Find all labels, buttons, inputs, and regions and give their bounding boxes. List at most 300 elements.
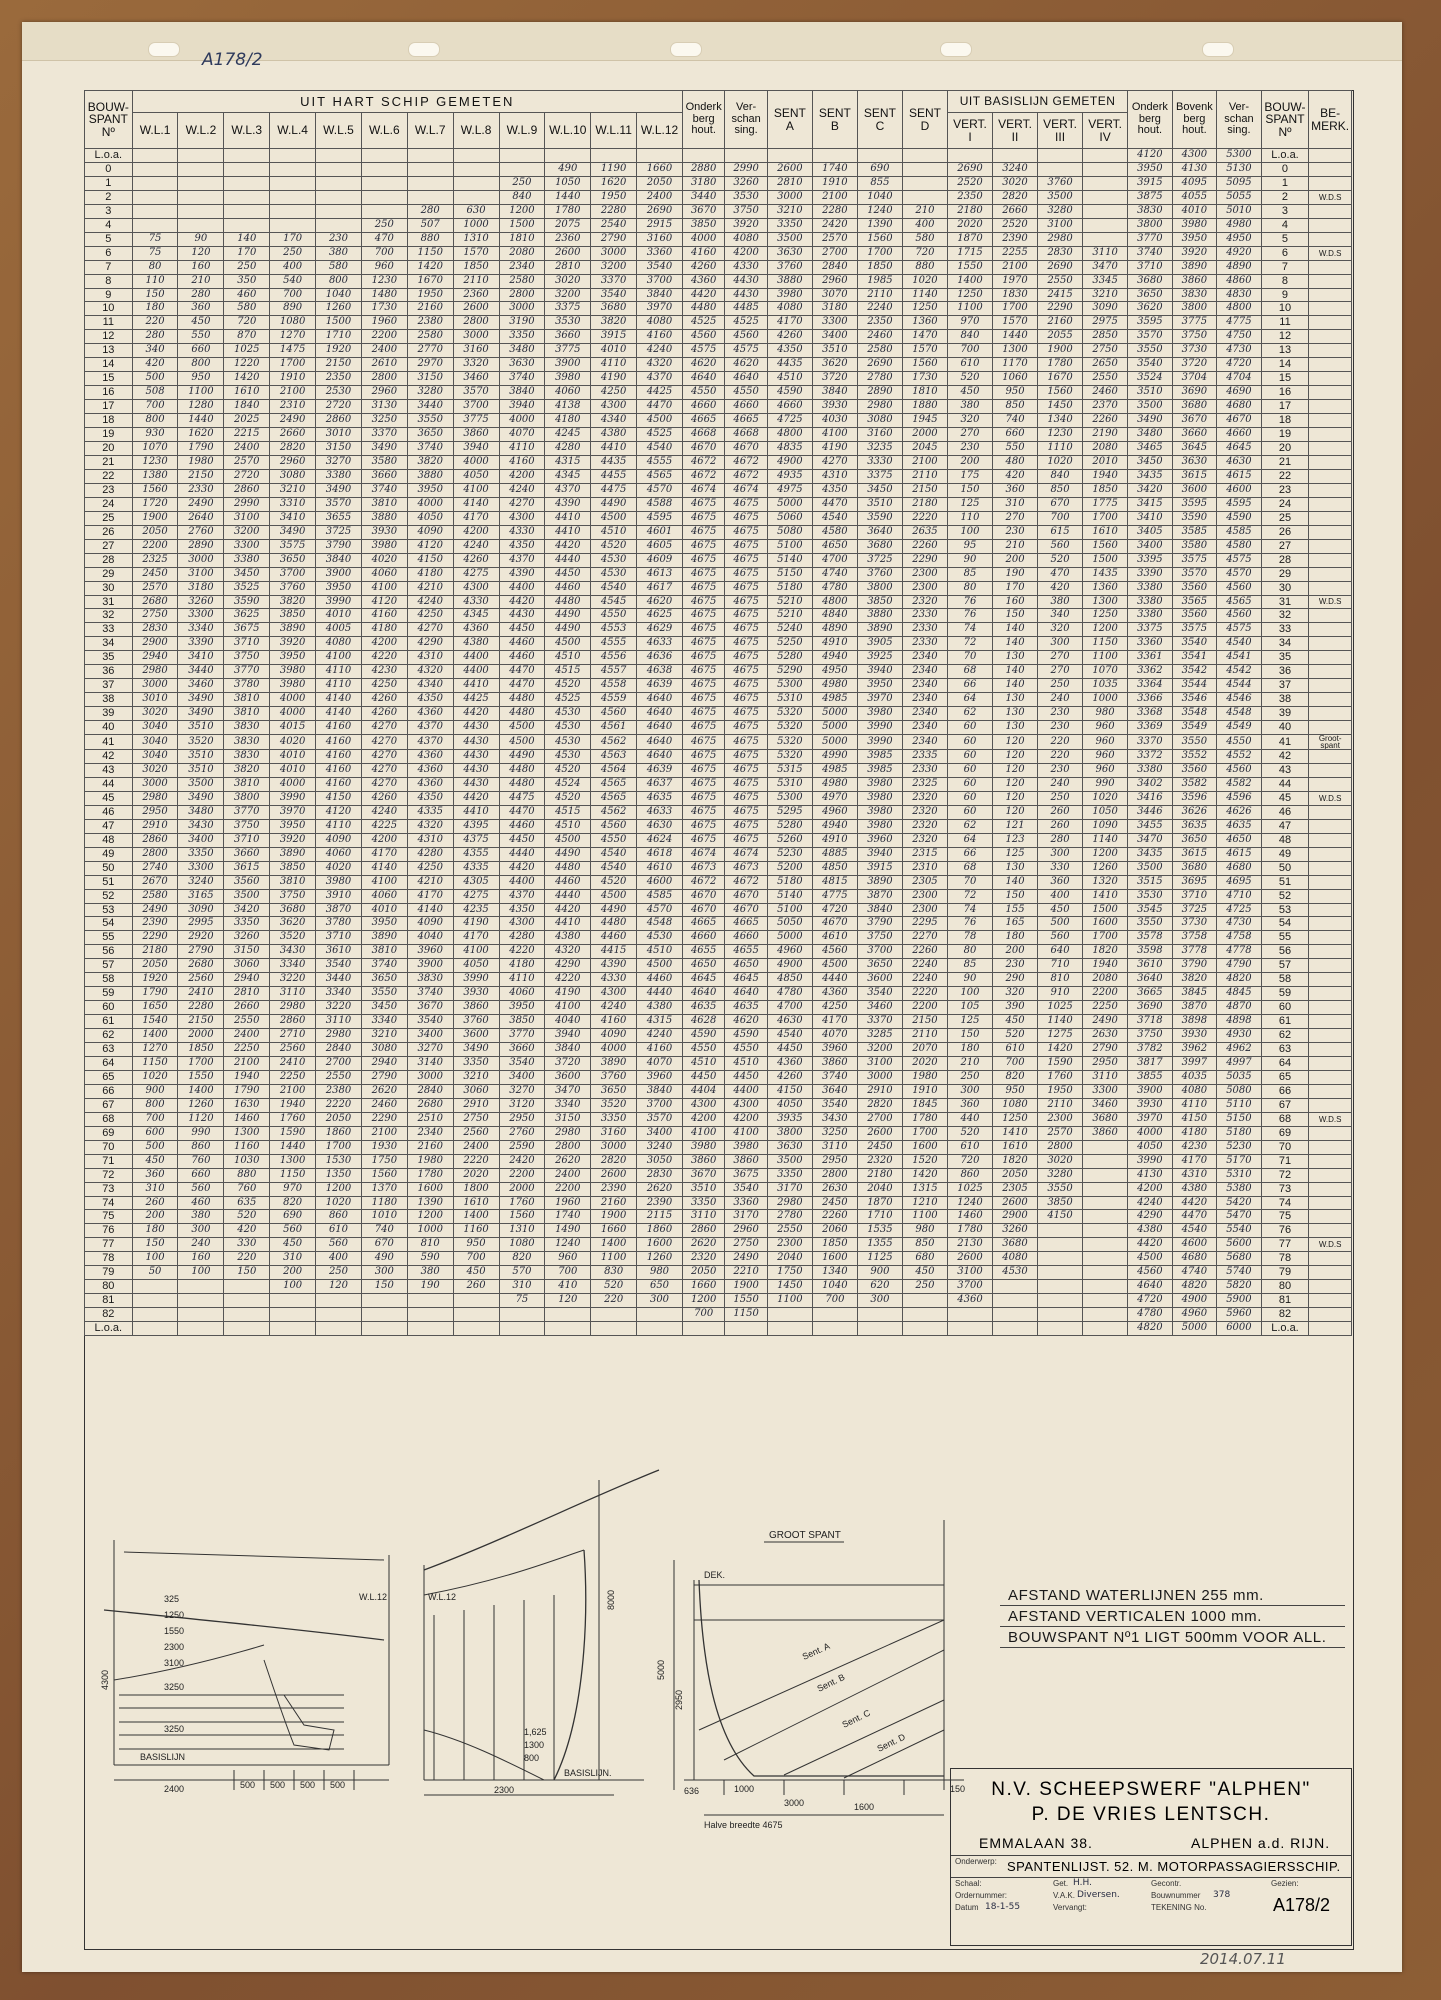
waterline-cell: 4040	[545, 1015, 591, 1029]
vert-cell: 1250	[993, 1112, 1038, 1126]
verschansing-cell-2: 4560	[1217, 581, 1262, 595]
onderkant-cell-2: 4240	[1128, 1196, 1173, 1210]
waterline-cell: 1670	[407, 274, 453, 288]
waterline-cell: 3900	[316, 567, 362, 581]
waterline-cell: 1750	[361, 1154, 407, 1168]
waterline-cell: 4420	[545, 539, 591, 553]
waterline-cell	[178, 1280, 224, 1294]
vert-cell: 76	[947, 609, 992, 623]
bouwspant-cell-2: 80	[1261, 1280, 1309, 1294]
waterline-cell: 820	[499, 1252, 545, 1266]
waterline-cell: 280	[407, 204, 453, 218]
waterline-cell: 4110	[499, 973, 545, 987]
waterline-cell: 210	[178, 274, 224, 288]
bouwnummer-label: Bouwnummer	[1151, 1891, 1201, 1900]
waterline-cell: 3000	[591, 246, 637, 260]
waterline-cell	[178, 162, 224, 176]
waterline-cell: 4100	[361, 875, 407, 889]
waterline-cell: 3400	[499, 1070, 545, 1084]
waterline-cell: 4620	[637, 595, 683, 609]
sent-cell: 3285	[857, 1029, 902, 1043]
waterline-cell: 4545	[591, 595, 637, 609]
onderkant-cell-2: 3970	[1128, 1112, 1173, 1126]
remark-cell	[1309, 1084, 1352, 1098]
remark-cell	[1309, 414, 1352, 428]
sent-cell: 3790	[857, 917, 902, 931]
dim-label-636: 636	[684, 1786, 700, 1796]
waterline-cell: 310	[499, 1280, 545, 1294]
bovenkant-cell: 3575	[1172, 623, 1217, 637]
bouwspant-cell: 27	[85, 539, 133, 553]
sent-cell: 3980	[857, 791, 902, 805]
sent-cell	[902, 190, 947, 204]
waterline-cell: 2570	[132, 581, 178, 595]
bouwspant-cell: 64	[85, 1057, 133, 1071]
bouwspant-cell-2: 68	[1261, 1112, 1309, 1126]
table-row	[85, 1224, 1352, 1238]
verschansing-cell: 4675	[725, 679, 767, 693]
waterline-cell: 2100	[270, 386, 316, 400]
vert-cell: 2550	[1038, 274, 1083, 288]
sent-cell: 5080	[767, 525, 812, 539]
header-wl: W.L.9	[499, 113, 545, 149]
vert-cell: 70	[947, 875, 992, 889]
vert-cell	[1083, 1168, 1128, 1182]
vert-cell: 100	[947, 987, 992, 1001]
vert-cell: 121	[993, 819, 1038, 833]
sent-cell: 3680	[857, 539, 902, 553]
waterline-cell: 2250	[270, 1070, 316, 1084]
remark-cell	[1309, 763, 1352, 777]
vert-cell: 66	[947, 847, 992, 861]
waterline-cell: 280	[132, 330, 178, 344]
bovenkant-cell: 3585	[1172, 525, 1217, 539]
waterline-cell: 1150	[270, 1168, 316, 1182]
verschansing-cell: 4670	[725, 903, 767, 917]
table-row	[85, 1154, 1352, 1168]
waterline-cell: 4140	[361, 861, 407, 875]
sent-cell: 5310	[767, 693, 812, 707]
bovenkant-cell: 3645	[1172, 442, 1217, 456]
waterline-cell: 2290	[132, 931, 178, 945]
onderkant-cell-2: 3770	[1128, 232, 1173, 246]
waterline-cell: 610	[316, 1224, 362, 1238]
vert-cell: 220	[1038, 735, 1083, 750]
vert-cell: 250	[1038, 679, 1083, 693]
onderkant-cell: 4650	[682, 959, 724, 973]
remark-cell	[1309, 372, 1352, 386]
sent-cell: 300	[857, 1294, 902, 1308]
onderkant-cell: 4675	[682, 819, 724, 833]
waterline-cell	[453, 190, 499, 204]
sent-cell: 2240	[857, 302, 902, 316]
sent-cell: 3980	[857, 805, 902, 819]
vert-cell: 270	[1038, 665, 1083, 679]
bovenkant-cell: 3552	[1172, 750, 1217, 764]
waterline-cell	[499, 1322, 545, 1336]
vert-cell: 1610	[1083, 525, 1128, 539]
bovenkant-cell: 3845	[1172, 987, 1217, 1001]
vert-cell: 1025	[947, 1182, 992, 1196]
vert-cell: 2830	[1038, 246, 1083, 260]
waterline-cell: 1590	[270, 1126, 316, 1140]
onderkant-cell-2: 3420	[1128, 483, 1173, 497]
onderkant-cell: 4675	[682, 595, 724, 609]
onderkant-cell: 4550	[682, 386, 724, 400]
remark-cell	[1309, 777, 1352, 791]
bouwspant-cell: 13	[85, 344, 133, 358]
waterline-cell: 450	[132, 1154, 178, 1168]
sent-cell: 5000	[812, 735, 857, 750]
bovenkant-cell: 4035	[1172, 1070, 1217, 1084]
sent-cell: 4780	[767, 987, 812, 1001]
vert-cell	[1083, 1224, 1128, 1238]
remark-cell	[1309, 400, 1352, 414]
waterline-cell: 4540	[591, 847, 637, 861]
vert-cell: 970	[947, 316, 992, 330]
waterline-cell: 1190	[591, 162, 637, 176]
waterline-cell: 170	[270, 232, 316, 246]
waterline-cell: 4500	[545, 637, 591, 651]
bovenkant-cell: 3820	[1172, 973, 1217, 987]
waterline-cell: 4160	[591, 1015, 637, 1029]
header-wl: W.L.11	[591, 113, 637, 149]
waterline-cell: 4140	[316, 693, 362, 707]
header-vert: VERT. II	[993, 113, 1038, 149]
waterline-cell: 250	[224, 260, 270, 274]
bouwspant-cell-2: L.o.a.	[1261, 1322, 1309, 1336]
onderkant-cell-2: 4560	[1128, 1266, 1173, 1280]
vert-cell: 1400	[947, 274, 992, 288]
sent-cell: 2320	[902, 805, 947, 819]
vert-cell: 120	[993, 750, 1038, 764]
sent-cell: 3880	[767, 274, 812, 288]
bouwspant-cell: 71	[85, 1154, 133, 1168]
remark-cell	[1309, 1070, 1352, 1084]
sent-cell: 4720	[812, 903, 857, 917]
waterline-cell: 3430	[270, 945, 316, 959]
header-wl: W.L.5	[316, 113, 362, 149]
waterline-cell: 4585	[637, 889, 683, 903]
waterline-cell: 1200	[407, 1210, 453, 1224]
bouwspant-cell-2: 38	[1261, 693, 1309, 707]
sent-cell: 3840	[857, 903, 902, 917]
sent-cell: 3070	[812, 288, 857, 302]
sent-cell: 3540	[812, 1098, 857, 1112]
waterline-cell: 100	[178, 1266, 224, 1280]
waterline-cell: 4520	[591, 875, 637, 889]
city: ALPHEN a.d. RIJN.	[1191, 1835, 1331, 1851]
vert-cell	[1083, 218, 1128, 232]
bouwspant-cell-2: 42	[1261, 750, 1309, 764]
waterline-cell: 3850	[499, 1015, 545, 1029]
sent-cell: 3970	[857, 693, 902, 707]
waterline-cell: 4310	[407, 833, 453, 847]
waterline-cell: 3190	[499, 316, 545, 330]
bouwspant-cell: 45	[85, 791, 133, 805]
waterline-cell: 3700	[453, 400, 499, 414]
vert-cell: 155	[993, 903, 1038, 917]
table-row	[85, 665, 1352, 679]
vert-cell: 1025	[1038, 1001, 1083, 1015]
waterline-cell: 1010	[361, 1210, 407, 1224]
waterline-cell: 150	[132, 288, 178, 302]
waterline-cell: 2410	[270, 1057, 316, 1071]
remark-cell	[1309, 1168, 1352, 1182]
sent-cell: 4990	[812, 750, 857, 764]
sent-cell: 2300	[767, 1238, 812, 1252]
dim-label: 3250	[164, 1724, 185, 1734]
waterline-cell: 4560	[591, 819, 637, 833]
waterline-cell: 4220	[499, 945, 545, 959]
remark-cell	[1309, 679, 1352, 693]
vert-cell: 560	[1038, 931, 1083, 945]
waterline-cell: 2050	[637, 176, 683, 190]
remark-cell	[1309, 218, 1352, 232]
onderkant-cell-2: 4380	[1128, 1224, 1173, 1238]
verschansing-cell: 3750	[725, 204, 767, 218]
waterline-cell: 1950	[591, 190, 637, 204]
sent-cell: 5320	[767, 735, 812, 750]
bovenkant-cell: 3626	[1172, 805, 1217, 819]
sent-cell: 3000	[857, 1070, 902, 1084]
waterline-cell: 2390	[132, 917, 178, 931]
waterline-cell: 4633	[637, 637, 683, 651]
waterline-cell: 1610	[224, 386, 270, 400]
table-row	[85, 707, 1352, 721]
vert-cell: 290	[993, 973, 1038, 987]
vert-cell: 105	[947, 1001, 992, 1015]
waterline-cell: 3000	[132, 777, 178, 791]
vert-cell: 1035	[1083, 679, 1128, 693]
vert-cell	[1083, 1140, 1128, 1154]
sent-cell: 2330	[902, 623, 947, 637]
sent-cell: 3250	[812, 1126, 857, 1140]
waterline-cell: 4020	[361, 553, 407, 567]
sent-cell: 4800	[812, 595, 857, 609]
dim-label: 3100	[164, 1658, 185, 1668]
waterline-cell: 3770	[499, 1029, 545, 1043]
table-row	[85, 693, 1352, 707]
sent-cell: 1355	[857, 1238, 902, 1252]
waterline-cell: 2000	[499, 1182, 545, 1196]
vert-cell: 68	[947, 861, 992, 875]
waterline-cell: 2580	[499, 274, 545, 288]
onderkant-cell-2: 3578	[1128, 931, 1173, 945]
sent-cell: 3935	[767, 1112, 812, 1126]
waterline-cell: 3980	[361, 539, 407, 553]
verschansing-cell-2: 4635	[1217, 819, 1262, 833]
waterline-cell: 4120	[316, 805, 362, 819]
verschansing-cell: 3530	[725, 190, 767, 204]
verschansing-cell-2: 4542	[1217, 665, 1262, 679]
vert-cell	[1083, 204, 1128, 218]
vert-cell: 200	[993, 945, 1038, 959]
waterline-cell: 2990	[224, 497, 270, 511]
waterline-cell: 3520	[591, 1098, 637, 1112]
sent-cell: 4470	[812, 497, 857, 511]
waterline-cell: 2860	[224, 483, 270, 497]
sent-cell: 3430	[812, 1112, 857, 1126]
verschansing-cell-2: 4898	[1217, 1015, 1262, 1029]
waterline-cell: 1120	[178, 1112, 224, 1126]
waterline-cell: 3900	[407, 959, 453, 973]
sent-cell: 5210	[767, 595, 812, 609]
verschansing-cell: 4675	[725, 833, 767, 847]
onderkant-cell-2: 3595	[1128, 316, 1173, 330]
waterline-cell: 3810	[224, 707, 270, 721]
vert-cell: 250	[1038, 791, 1083, 805]
waterline-cell: 330	[224, 1238, 270, 1252]
sent-cell: 2110	[902, 469, 947, 483]
vert-cell: 700	[947, 344, 992, 358]
label-sent-a: Sent. A	[800, 1640, 832, 1662]
waterline-cell: 4010	[316, 609, 362, 623]
waterline-cell	[316, 218, 362, 232]
verschansing-cell-2: 5230	[1217, 1140, 1262, 1154]
sent-cell: 2780	[857, 372, 902, 386]
remark-cell	[1309, 665, 1352, 679]
bovenkant-cell: 4680	[1172, 1252, 1217, 1266]
sent-cell: 2980	[767, 1196, 812, 1210]
table-row	[85, 1015, 1352, 1029]
waterline-cell: 4300	[591, 400, 637, 414]
sent-cell: 2320	[902, 595, 947, 609]
waterline-cell: 4561	[591, 721, 637, 735]
verschansing-cell: 4400	[725, 1084, 767, 1098]
bouwspant-cell: 9	[85, 288, 133, 302]
sent-cell: 3760	[857, 567, 902, 581]
datum-value: 18-1-55	[985, 1902, 1021, 1912]
vert-cell: 910	[1038, 987, 1083, 1001]
waterline-cell: 3510	[178, 763, 224, 777]
waterline-cell: 4120	[361, 595, 407, 609]
remark-cell	[1309, 330, 1352, 344]
remark-cell	[1309, 917, 1352, 931]
onderkant-cell-2: 3368	[1128, 707, 1173, 721]
waterline-cell: 3440	[316, 973, 362, 987]
waterline-cell: 4640	[637, 693, 683, 707]
waterline-cell: 3980	[316, 875, 362, 889]
waterline-cell: 4200	[499, 469, 545, 483]
vert-cell: 170	[993, 581, 1038, 595]
vert-cell: 3090	[1083, 302, 1128, 316]
waterline-cell: 4630	[637, 819, 683, 833]
vert-cell: 1275	[1038, 1029, 1083, 1043]
waterline-cell: 4305	[453, 875, 499, 889]
verschansing-cell-2: 4544	[1217, 679, 1262, 693]
waterline-cell: 3775	[453, 414, 499, 428]
sent-cell: 4540	[767, 1029, 812, 1043]
waterline-cell: 3540	[591, 288, 637, 302]
sent-cell: 2100	[902, 455, 947, 469]
waterline-cell: 3775	[545, 344, 591, 358]
sent-cell: 4700	[812, 553, 857, 567]
sent-cell: 4440	[812, 973, 857, 987]
waterline-cell: 4370	[499, 889, 545, 903]
waterline-cell: 3980	[270, 679, 316, 693]
waterline-cell: 3820	[270, 595, 316, 609]
waterline-cell: 4470	[499, 679, 545, 693]
waterline-cell	[407, 149, 453, 163]
waterline-cell	[361, 162, 407, 176]
sent-cell: 2040	[857, 1182, 902, 1196]
vert-cell: 1050	[1083, 805, 1128, 819]
sent-cell: 2220	[902, 511, 947, 525]
waterline-cell: 4440	[637, 987, 683, 1001]
vert-cell: 130	[993, 861, 1038, 875]
sent-cell: 5280	[767, 651, 812, 665]
table-row	[85, 344, 1352, 358]
waterline-cell: 4425	[637, 386, 683, 400]
bouwspant-cell: 59	[85, 987, 133, 1001]
vert-cell: 3470	[1083, 260, 1128, 274]
waterline-cell	[178, 204, 224, 218]
onderkant-cell: 1200	[682, 1294, 724, 1308]
remark-cell	[1309, 1001, 1352, 1015]
waterline-cell	[591, 149, 637, 163]
sent-cell: 2325	[902, 777, 947, 791]
label-basislijn: BASISLIJN	[140, 1752, 186, 1762]
vert-cell: 78	[947, 931, 992, 945]
sent-cell: 1945	[902, 414, 947, 428]
verschansing-cell-2: 4830	[1217, 288, 1262, 302]
waterline-cell: 4090	[407, 525, 453, 539]
waterline-cell: 2810	[224, 987, 270, 1001]
bouwspant-cell-2: 28	[1261, 553, 1309, 567]
waterline-cell: 4190	[545, 987, 591, 1001]
sent-cell: 5320	[767, 750, 812, 764]
sent-cell: 2800	[812, 1168, 857, 1182]
onderkant-cell: 4675	[682, 637, 724, 651]
waterline-cell: 4515	[545, 805, 591, 819]
sent-cell: 4725	[767, 414, 812, 428]
sent-cell: 2240	[902, 959, 947, 973]
divider	[951, 1877, 1351, 1878]
sent-cell: 3890	[857, 623, 902, 637]
waterline-cell: 4360	[453, 623, 499, 637]
waterline-cell	[178, 1294, 224, 1308]
bovenkant-cell: 3550	[1172, 735, 1217, 750]
remark-cell	[1309, 973, 1352, 987]
waterline-cell: 4460	[499, 651, 545, 665]
sent-cell: 2700	[857, 1112, 902, 1126]
waterline-cell: 4430	[453, 763, 499, 777]
waterline-cell: 3600	[545, 1070, 591, 1084]
vert-cell: 2110	[1038, 1098, 1083, 1112]
verschansing-cell: 2960	[725, 1224, 767, 1238]
waterline-cell: 3620	[270, 917, 316, 931]
bouwspant-cell: 4	[85, 218, 133, 232]
waterline-cell: 3510	[178, 721, 224, 735]
table-row	[85, 1029, 1352, 1043]
vert-cell	[1038, 1266, 1083, 1280]
table-row	[85, 1252, 1352, 1266]
onderkant-cell: 4675	[682, 763, 724, 777]
waterline-cell: 800	[132, 1098, 178, 1112]
bouwnummer-value: 378	[1213, 1890, 1231, 1900]
bouwspant-cell-2: 46	[1261, 805, 1309, 819]
sent-cell: 2340	[902, 721, 947, 735]
waterline-cell: 3950	[499, 1001, 545, 1015]
vert-cell	[1083, 1252, 1128, 1266]
label-sent-b: Sent. B	[815, 1671, 847, 1694]
bovenkant-cell: 3549	[1172, 721, 1217, 735]
vert-cell: 1460	[947, 1210, 992, 1224]
waterline-cell: 3350	[178, 847, 224, 861]
vert-cell: 60	[947, 777, 992, 791]
verschansing-cell-2: 4920	[1217, 246, 1262, 260]
